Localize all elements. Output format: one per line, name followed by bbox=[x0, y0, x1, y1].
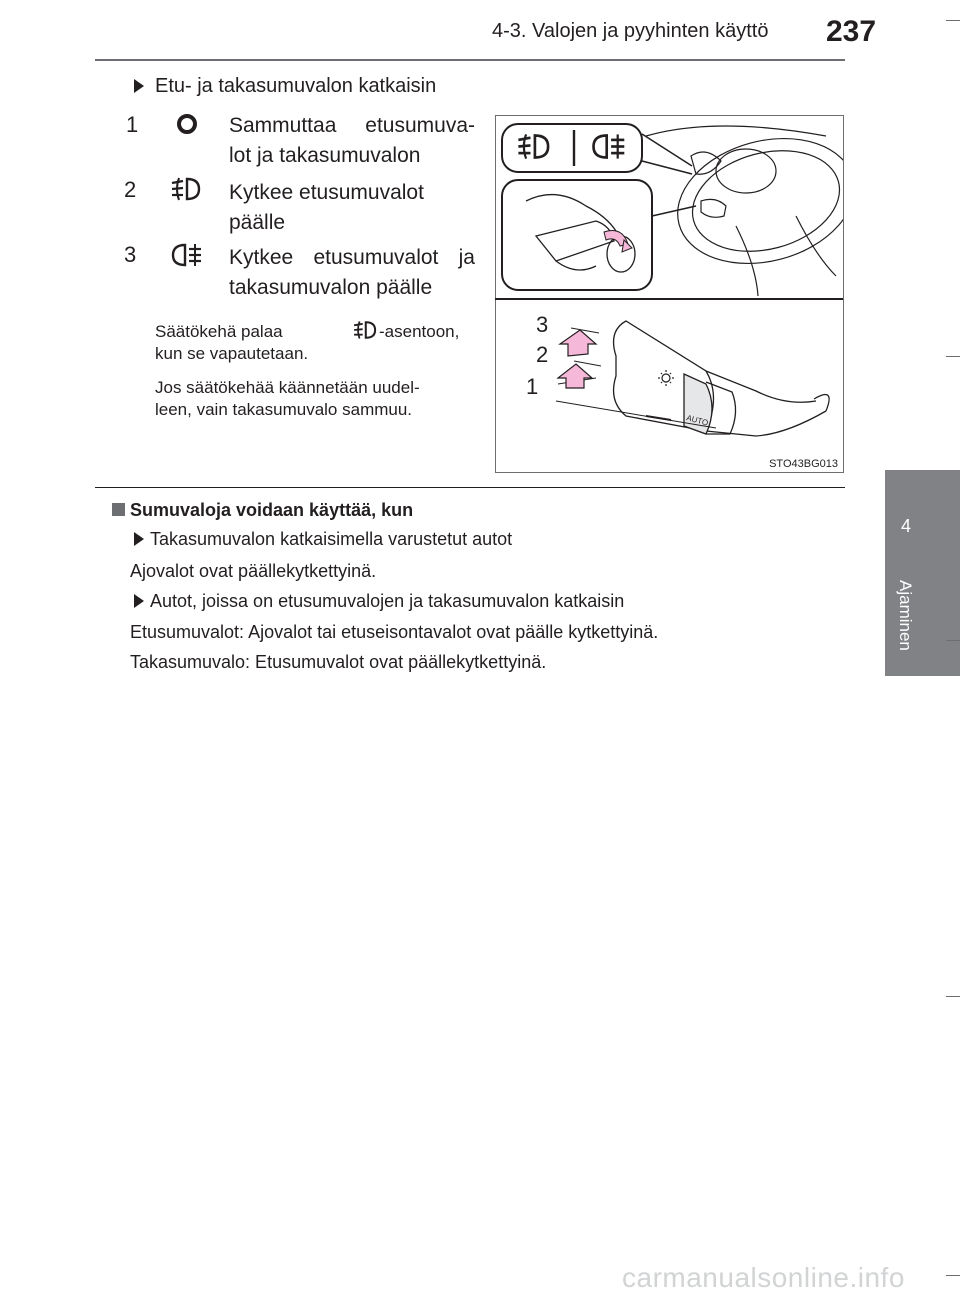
section-square-icon bbox=[112, 503, 125, 516]
figure-divider bbox=[495, 298, 843, 300]
bullet-triangle-icon bbox=[134, 532, 144, 546]
crop-mark bbox=[946, 996, 960, 997]
rear-fog-light-icon bbox=[168, 240, 204, 270]
front-fog-light-icon bbox=[351, 317, 379, 343]
item-3-line-1: Kytkee etusumuvalot ja bbox=[229, 246, 475, 269]
crop-mark bbox=[946, 356, 960, 357]
section-bullet-2: Autot, joissa on etusumuvalojen ja takasumuvalon katkaisin bbox=[150, 591, 625, 611]
section-title: Sumuvaloja voidaan käyttää, kun bbox=[130, 500, 414, 520]
crop-mark bbox=[946, 640, 960, 641]
note-2-line-1: Jos säätökehää käännetään uudel- bbox=[155, 378, 420, 397]
crop-mark bbox=[946, 20, 960, 21]
item-1-line-1: Sammuttaa etusumuva- bbox=[229, 114, 475, 137]
note-1-text-after: -asentoon, bbox=[379, 322, 460, 341]
section-bullet-1: Takasumuvalon katkaisimella varustetut autot bbox=[150, 529, 513, 549]
note-1-line-2: kun se vapautetaan. bbox=[155, 344, 309, 363]
crop-mark bbox=[946, 1275, 960, 1276]
arrow-position-1-icon bbox=[558, 364, 592, 388]
running-header-section: 4-3. Valojen ja pyyhinten käyttö bbox=[492, 20, 769, 42]
hand-callout bbox=[502, 180, 696, 290]
callout-number-1-icon bbox=[117, 110, 145, 138]
svg-text:2: 2 bbox=[124, 177, 137, 202]
svg-text:3: 3 bbox=[124, 242, 137, 267]
section-paragraph-1: Ajovalot ovat päällekytkettyinä. bbox=[130, 561, 377, 581]
watermark: carmanualsonline.info bbox=[622, 1262, 905, 1293]
page-number: 237 bbox=[826, 15, 877, 48]
callout-number-2-icon bbox=[117, 175, 145, 203]
svg-text:1: 1 bbox=[126, 112, 139, 137]
chapter-title: Ajaminen bbox=[896, 580, 915, 651]
section-divider bbox=[95, 487, 845, 488]
callout-number-3-icon bbox=[117, 240, 145, 268]
off-indicator-icon bbox=[172, 110, 202, 138]
fog-light-switch-illustration bbox=[496, 116, 843, 472]
note-2-line-2: leen, vain takasumuvalo sammuu. bbox=[155, 400, 413, 419]
note-1-line-1 bbox=[155, 321, 475, 343]
item-2-line-2: päälle bbox=[229, 211, 286, 234]
front-fog-light-icon bbox=[168, 174, 204, 204]
figure-callout-2: 2 bbox=[536, 342, 549, 367]
item-1-line-2: lot ja takasumuvalon bbox=[229, 144, 421, 167]
figure-code: STO43BG013 bbox=[769, 458, 838, 470]
note-1-text-before: Säätökehä palaa bbox=[155, 322, 283, 341]
bullet-triangle-icon bbox=[134, 594, 144, 608]
chapter-number: 4 bbox=[900, 516, 911, 536]
section-paragraph-2: Etusumuvalot: Ajovalot tai etuseisontavalot ovat päälle kytkettyinä. bbox=[130, 622, 659, 642]
figure-callout-1: 1 bbox=[526, 374, 539, 399]
section-paragraph-3: Takasumuvalo: Etusumuvalot ovat päällekytkettyinä. bbox=[130, 652, 547, 672]
arrow-position-2-icon bbox=[560, 330, 596, 356]
bullet-triangle-icon bbox=[134, 79, 144, 93]
figure-callout-3: 3 bbox=[536, 312, 549, 337]
switch-heading: Etu- ja takasumuvalon katkaisin bbox=[155, 75, 437, 97]
illustration-frame bbox=[495, 115, 844, 473]
item-3-line-2: takasumuvalon päälle bbox=[229, 276, 433, 299]
header-divider bbox=[95, 59, 845, 61]
auto-label: AUTO bbox=[685, 413, 710, 428]
item-2-line-1: Kytkee etusumuvalot bbox=[229, 181, 424, 204]
